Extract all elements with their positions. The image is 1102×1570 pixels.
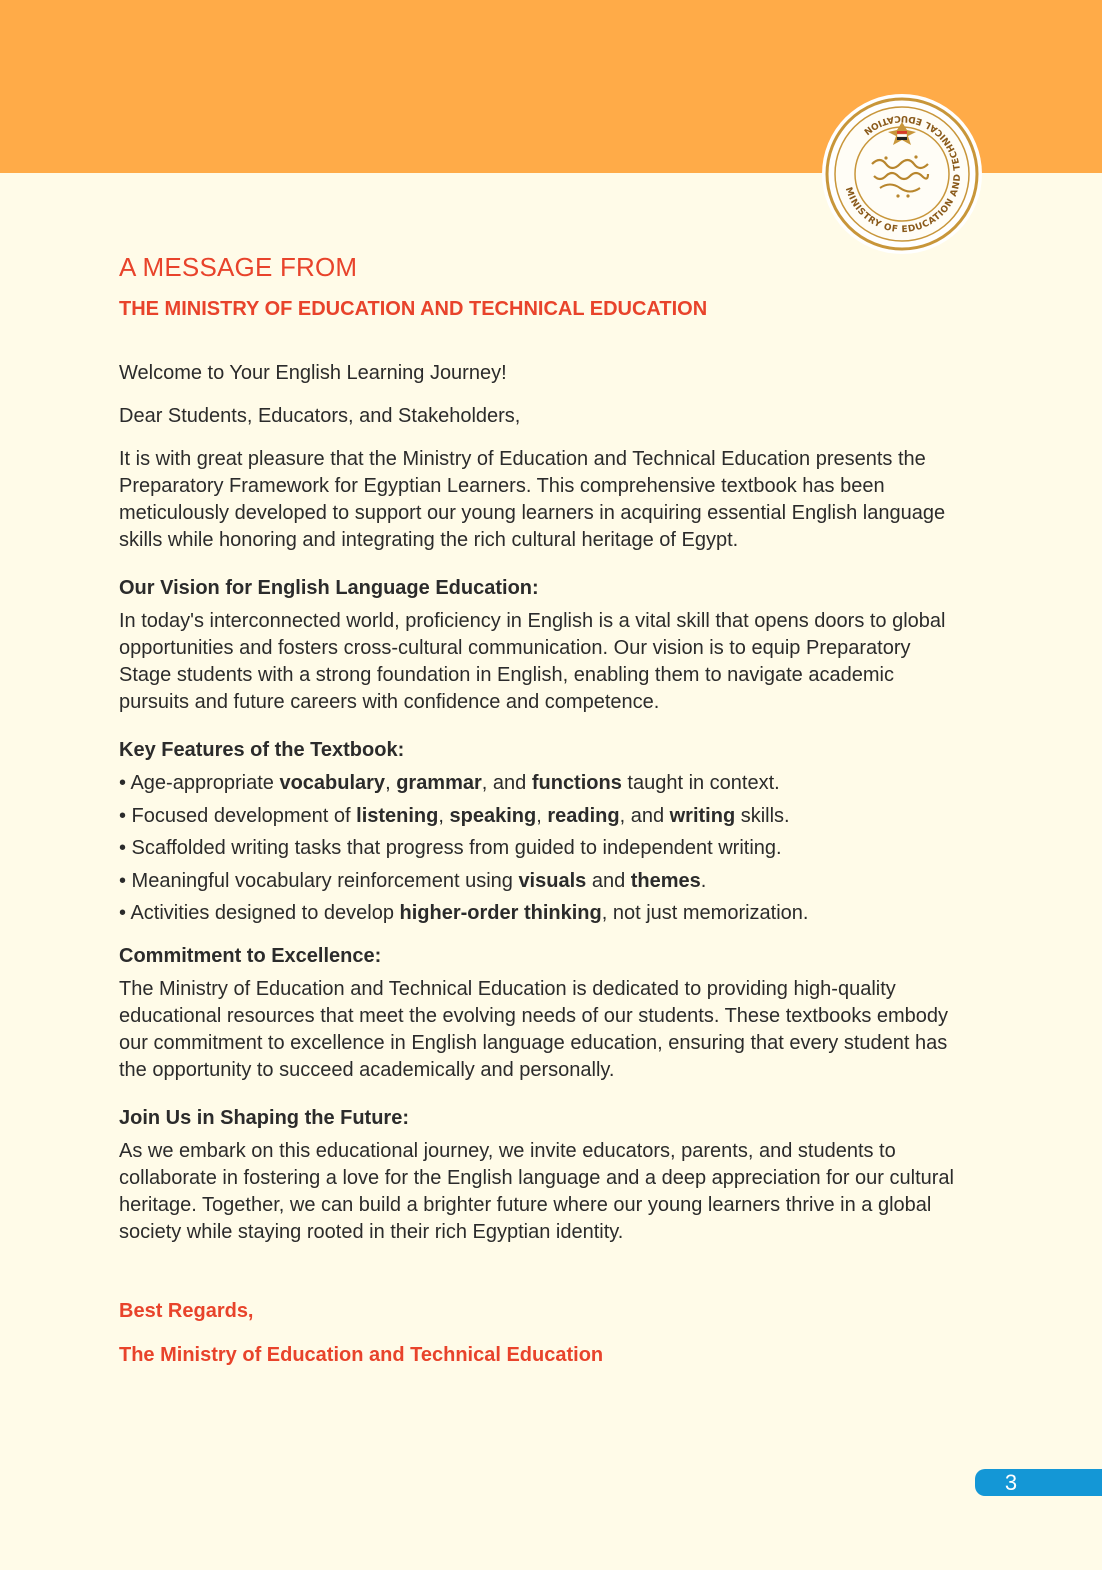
feature-item: • Meaningful vocabulary reinforcement using visuals and themes. xyxy=(119,869,707,892)
features-list xyxy=(119,770,959,927)
intro-paragraph: It is with great pleasure that the Ministry of Education and Technical Education presents the Preparatory Framework for Egyptian Learners. This comprehensive textbook has been meticulously developed to support our young learners in acquiring essential English language skills while honoring and integrating the rich cultural heritage of Egypt. xyxy=(119,448,946,551)
closing-signature: The Ministry of Education and Technical Education xyxy=(119,1344,604,1367)
features-heading: Key Features of the Textbook: xyxy=(119,739,405,761)
vision-paragraph: In today's interconnected world, proficiency in English is a vital skill that opens doors to global opportunities and fosters cross-cultural communication. Our vision is to equip Preparatory Stage students with a strong foundation in English, enabling them to navigate academic pursuits and future careers with confidence and competence. xyxy=(119,610,946,713)
feature-item: • Age-appropriate vocabulary, grammar, and functions taught in context. xyxy=(119,772,780,794)
commitment-paragraph: The Ministry of Education and Technical Education is dedicated to providing high-quality educational resources that meet the evolving needs of our students. These textbooks embody our commitment to excellence in English language education, ensuring that every student has the opportunity to succeed academically and personally. xyxy=(119,978,949,1082)
join-paragraph: As we embark on this educational journey, we invite educators, parents, and students to collaborate in fostering a love for the English language and a deep appreciation for our cultural heritage. Together, we can build a brighter future where our young learners thrive in a global society while staying rooted in their rich Egyptian identity. xyxy=(119,1140,954,1244)
welcome-line: Welcome to Your English Learning Journey! xyxy=(119,362,507,384)
closing-regards: Best Regards, xyxy=(119,1300,254,1323)
feature-item: • Activities designed to develop higher-order thinking, not just memorization. xyxy=(119,902,809,925)
ministry-seal-icon xyxy=(820,92,984,256)
page-number: 3 xyxy=(1004,1470,1018,1495)
page-subtitle: THE MINISTRY OF EDUCATION AND TECHNICAL EDUCATION xyxy=(119,298,708,320)
message-content xyxy=(119,250,959,1369)
join-heading: Join Us in Shaping the Future: xyxy=(119,1107,409,1130)
feature-item: • Scaffolded writing tasks that progress from guided to independent writing. xyxy=(119,837,782,860)
page-title: A MESSAGE FROM xyxy=(119,252,358,282)
commitment-heading: Commitment to Excellence: xyxy=(119,945,382,968)
greeting-line: Dear Students, Educators, and Stakeholders, xyxy=(119,405,521,427)
feature-item: • Focused development of listening, speaking, reading, and writing skills. xyxy=(119,804,790,827)
page-number-tab xyxy=(975,1469,1102,1496)
svg-text:MINISTRY OF EDUCATION AND TECH: MINISTRY OF EDUCATION AND TECHNICAL EDUCATION xyxy=(842,112,964,236)
vision-heading: Our Vision for English Language Education: xyxy=(119,577,539,599)
